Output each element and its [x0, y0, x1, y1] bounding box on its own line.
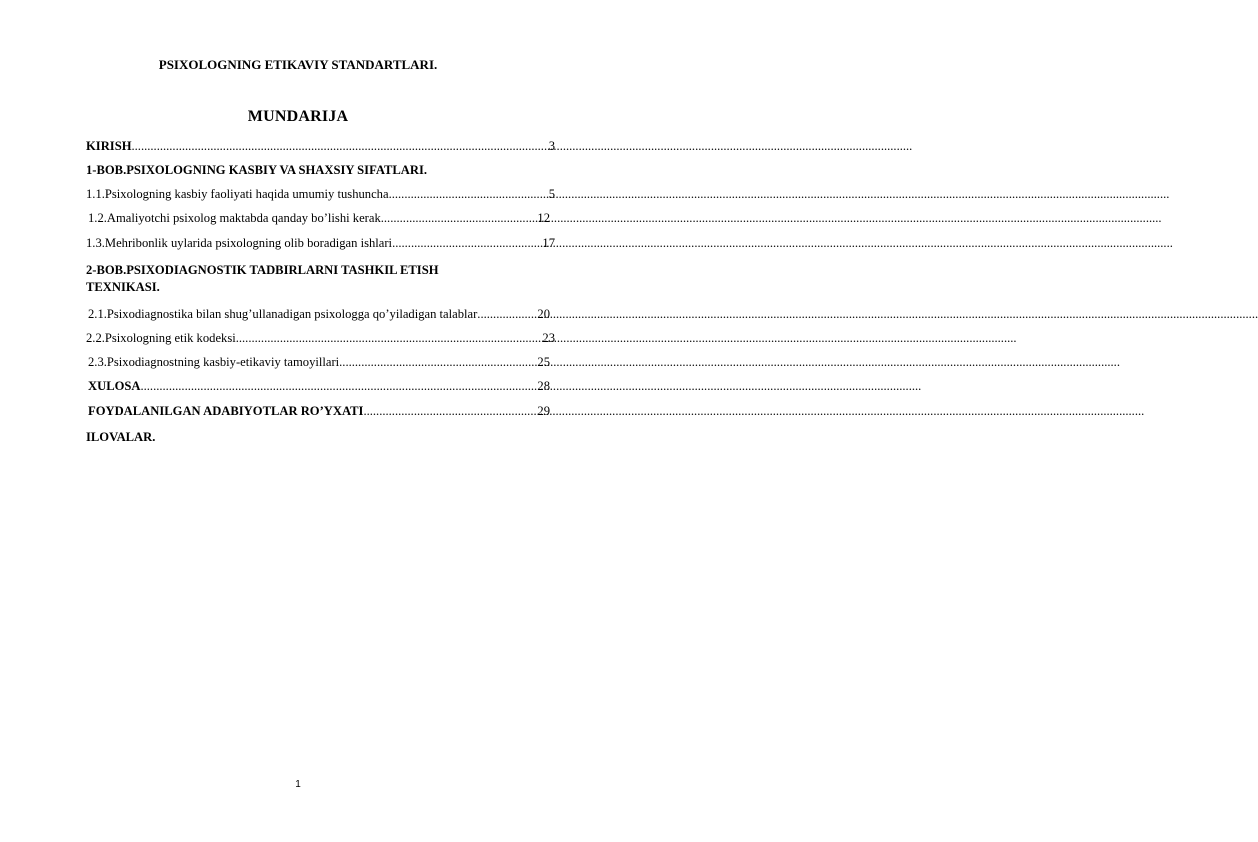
- toc-entry-kirish[interactable]: [86, 138, 555, 154]
- toc-entry-page: 3: [548, 139, 555, 153]
- toc-entry-label: 2.2.Psixologning etik kodeksi: [86, 331, 236, 345]
- toc-leader-dots: [132, 138, 549, 154]
- toc-leader-dots: [140, 378, 537, 394]
- toc-entry-label: XULOSA: [88, 379, 141, 393]
- toc-heading: MUNDARIJA: [247, 108, 349, 125]
- toc-entry-appendices[interactable]: ILOVALAR.: [86, 430, 156, 444]
- toc-leader-dots: [392, 235, 542, 251]
- toc-entry-references[interactable]: [88, 403, 550, 419]
- toc-entry-page: 12: [537, 211, 550, 225]
- toc-entry-2-1[interactable]: [88, 306, 550, 322]
- toc-entry-1-1[interactable]: [86, 186, 555, 202]
- toc-entry-label: 1.3.Mehribonlik uylarida psixologning olib boradigan ishlari: [86, 236, 393, 250]
- toc-entry-label: FOYDALANILGAN ADABIYOTLAR RO’YXATI: [88, 404, 364, 418]
- toc-entry-2-3[interactable]: [88, 354, 550, 370]
- toc-entry-page: 29: [537, 404, 550, 418]
- toc-leader-dots: [236, 330, 543, 346]
- toc-entry-label: 1.1.Psixologning kasbiy faoliyati haqida umumiy tushuncha: [86, 187, 389, 201]
- toc-leader-dots: [477, 306, 537, 322]
- toc-leader-dots: [339, 354, 537, 370]
- toc-entry-page: 23: [542, 331, 555, 345]
- toc-entry-label: 1.2.Amaliyotchi psixolog maktabda qanday bo’lishi kerak: [88, 211, 381, 225]
- document-title: PSIXOLOGNING ETIKAVIY STANDARTLARI.: [158, 57, 438, 72]
- toc-entry-page: 25: [537, 355, 550, 369]
- page-number: 1: [295, 779, 301, 790]
- toc-entry-page: 17: [542, 236, 555, 250]
- toc-entry-page: 5: [548, 187, 555, 201]
- toc-chapter-2-heading[interactable]: 2-BOB.PSIXODIAGNOSTIK TADBIRLARNI TASHKIL ETISH TEXNIKASI.: [86, 263, 439, 294]
- toc-entry-2-2[interactable]: [86, 330, 555, 346]
- toc-entry-label: KIRISH: [86, 139, 132, 153]
- toc-entry-1-2[interactable]: [88, 210, 550, 226]
- toc-entry-page: 20: [537, 307, 550, 321]
- toc-entry-page: 28: [537, 379, 550, 393]
- toc-entry-label: 2.1.Psixodiagnostika bilan shug’ullanadigan psixologga qo’yiladigan talablar: [88, 307, 478, 321]
- toc-chapter-1-heading[interactable]: 1-BOB.PSIXOLOGNING KASBIY VA SHAXSIY SIFATLARI.: [86, 163, 428, 177]
- toc-leader-dots: [363, 403, 537, 419]
- toc-leader-dots: [389, 186, 549, 202]
- toc-entry-label: 2.3.Psixodiagnostning kasbiy-etikaviy tamoyillari: [88, 355, 340, 369]
- toc-leader-dots: [381, 210, 538, 226]
- toc-entry-xulosa[interactable]: [88, 378, 550, 394]
- toc-entry-1-3[interactable]: [86, 235, 555, 251]
